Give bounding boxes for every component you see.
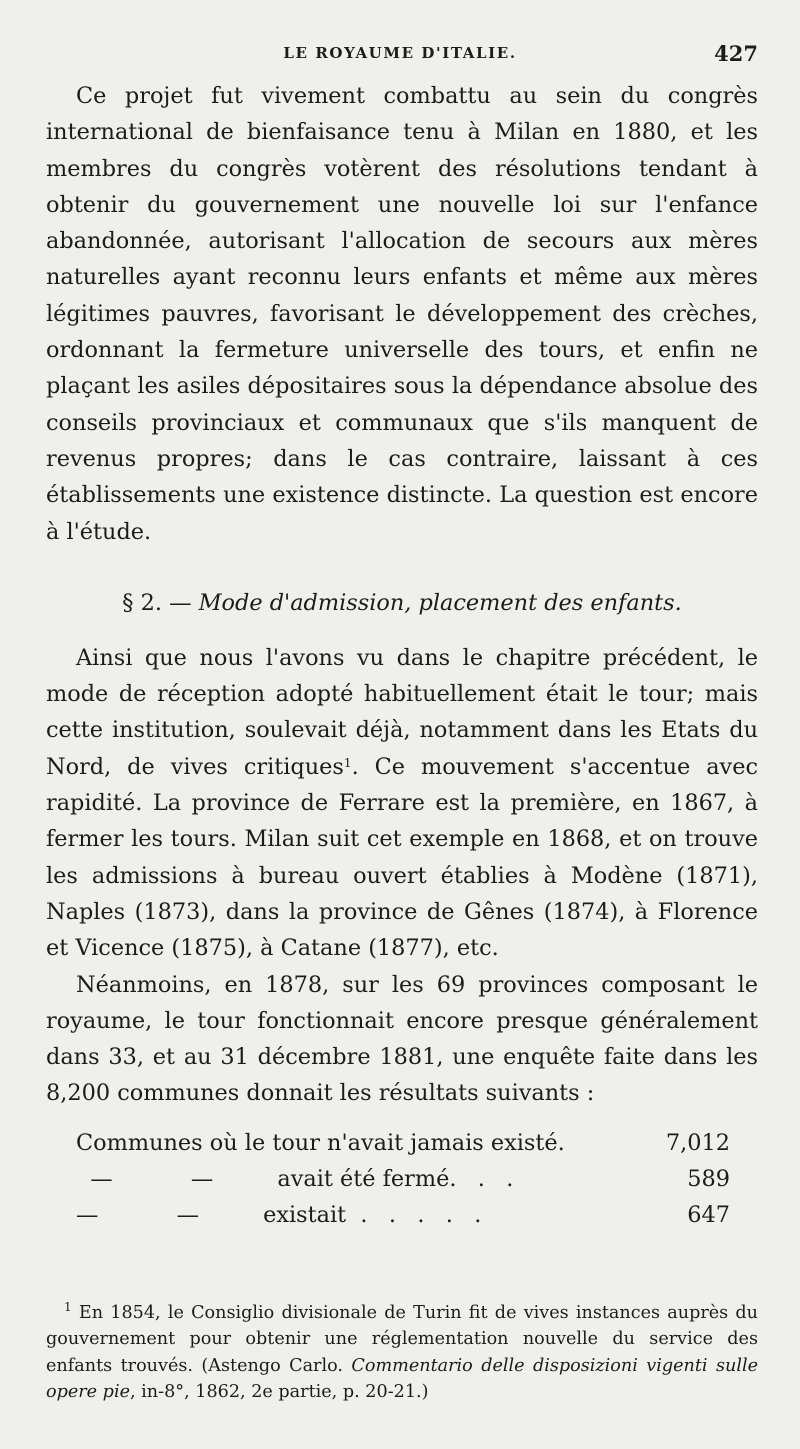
- section-title: Mode d'admission, placement des enfants.: [198, 589, 682, 616]
- page-number: 427: [714, 41, 758, 66]
- footnote-text-2: , in-8°, 1862, 2e partie, p. 20-21.): [129, 1382, 429, 1403]
- stat-label: — — avait été fermé. . .: [76, 1165, 514, 1192]
- section-dash: —: [169, 589, 192, 616]
- stat-row: [46, 1125, 758, 1161]
- communes-statistics: [46, 1125, 758, 1233]
- page-header: [0, 41, 800, 68]
- footnote-text-1: En 1854, le Consiglio divisionale de Turin fit de vives instances auprès du gouvernement pour obtenir une réglementation nouvelle du service des enfants trouvés. (Astengo Carlo.: [46, 1303, 758, 1376]
- paragraph-provinces: Néanmoins, en 1878, sur les 69 provinces composant le royaume, le tour fonctionnait encore presque généralement dans 33, et au 31 décembre 1881, une enquête faite dans les 8,200 communes donnait les résultats suivants :: [46, 971, 758, 1107]
- footnotes: [46, 1300, 758, 1406]
- page-body: [46, 78, 758, 1233]
- paragraph-admission-text-2: . Ce mouvement s'accentue avec rapidité. La province de Ferrare est la première, en 1867, à fermer les tours. Milan suit cet exemple en 1868, et on trouve les admissions à bureau ouvert établies à Modène (1871), Naples (1873), dans la province de Gênes (1874), à Florence et Vicence (1875), à Catane (1877), etc.: [46, 753, 759, 962]
- running-title: LE ROYAUME D'ITALIE.: [283, 44, 517, 62]
- section-number: § 2.: [122, 589, 162, 616]
- stat-row: [46, 1197, 758, 1233]
- stat-label: Communes où le tour n'avait jamais existé.: [76, 1129, 565, 1156]
- footnote-italic-title: Commentario delle disposizioni vigenti sulle opere pie: [46, 1355, 758, 1403]
- section-heading: [46, 585, 758, 621]
- stat-label: — — existait . . . . .: [76, 1201, 482, 1228]
- paragraph-admission-text-1: Ainsi que nous l'avons vu dans le chapitre précédent, le mode de réception adopté habituellement était le tour; mais cette institution, soulevait déjà, notamment dans les Etats du Nord, de vives critiques: [46, 644, 758, 780]
- footnote: [46, 1300, 758, 1406]
- footnote-reference: 1: [343, 755, 352, 770]
- paragraph-admission: [46, 640, 758, 967]
- stat-row: [46, 1161, 758, 1197]
- paragraph-congress: Ce projet fut vivement combattu au sein du congrès international de bienfaisance tenu à Milan en 1880, et les membres du congrès votèrent des résolutions tendant à obtenir du gouvernement une nouvelle loi sur l'enfance abandonnée, autorisant l'allocation de secours aux mères naturelles ayant reconnu leurs enfants et même aux mères légitimes pauvres, favorisant le développement des crèches, ordonnant la fermeture universelle des tours, et enfin ne plaçant les asiles dépositaires sous la dépendance absolue des conseils provinciaux et communaux que s'ils manquent de revenus propres; dans le cas contraire, laissant à ces établissements une existence distincte. La question est encore à l'étude.: [46, 83, 758, 545]
- stat-value: 7,012: [665, 1129, 730, 1156]
- stat-value: 647: [687, 1201, 730, 1228]
- stat-value: 589: [687, 1165, 730, 1192]
- footnote-marker: 1: [64, 1300, 72, 1314]
